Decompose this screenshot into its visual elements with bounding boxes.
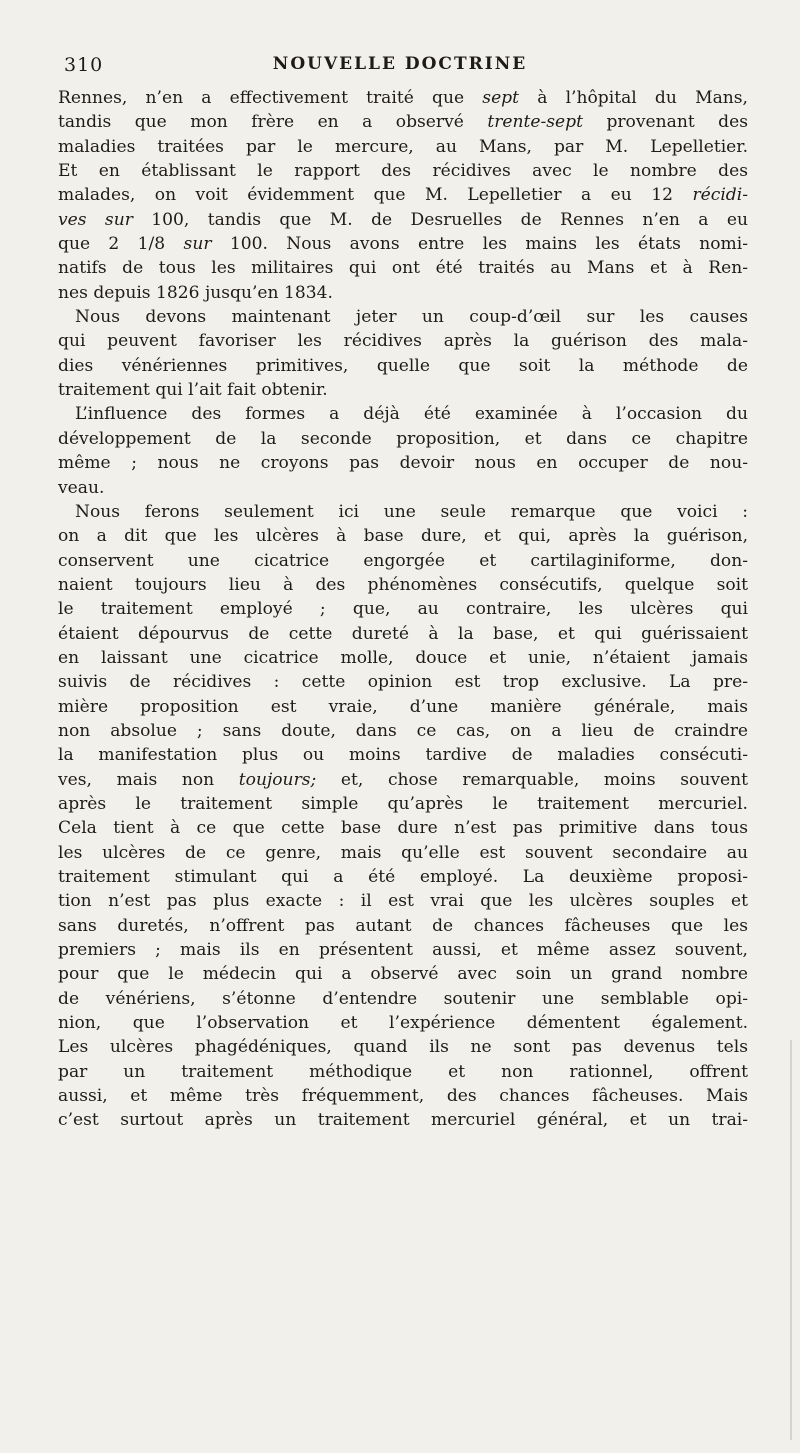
- page-number: 310: [64, 54, 104, 76]
- text-line: le traitement employé ; que, au contraire, les ulcères qui: [58, 599, 748, 620]
- text-line: malades, on voit évidemment que M. Lepelletier a eu 12 récidi-: [58, 185, 748, 206]
- text-line: la manifestation plus ou moins tardive de maladies consécuti-: [58, 745, 748, 766]
- text-line: Cela tient à ce que cette base dure n’est pas primitive dans tous: [58, 818, 748, 839]
- body-text: [58, 86, 748, 1133]
- text-line: non absolue ; sans doute, dans ce cas, on a lieu de craindre: [58, 720, 748, 741]
- text-line: tion n’est pas plus exacte : il est vrai que les ulcères souples et: [58, 891, 748, 912]
- text-line: maladies traitées par le mercure, au Mans, par M. Lepelletier.: [58, 136, 748, 157]
- text-line: de vénériens, s’étonne d’entendre soutenir une semblable opi-: [58, 988, 748, 1009]
- text-line: Et en établissant le rapport des récidives avec le nombre des: [58, 161, 748, 182]
- text-line: qui peuvent favoriser les récidives après la guérison des mala-: [58, 331, 748, 352]
- text-line: premiers ; mais ils en présentent aussi, et même assez souvent,: [58, 940, 748, 961]
- text-line: nion, que l’observation et l’expérience démentent également.: [58, 1013, 748, 1034]
- text-line: Nous ferons seulement ici une seule remarque que voici :: [75, 501, 748, 522]
- text-line: Rennes, n’en a effectivement traité que sept à l’hôpital du Mans,: [58, 88, 748, 108]
- text-line: mière proposition est vraie, d’une manière générale, mais: [58, 696, 748, 717]
- page-edge-shadow: [790, 1040, 792, 1440]
- text-line: naient toujours lieu à des phénomènes consécutifs, quelque soit: [58, 574, 748, 595]
- text-line: traitement stimulant qui a été employé. La deuxième proposi-: [58, 867, 748, 887]
- text-line: suivis de récidives : cette opinion est trop exclusive. La pre-: [58, 672, 748, 693]
- page-header: [64, 54, 736, 78]
- text-line: après le traitement simple qu’après le traitement mercuriel.: [58, 793, 748, 814]
- text-line: ves, mais non toujours; et, chose remarquable, moins souvent: [58, 769, 748, 790]
- text-line: on a dit que les ulcères à base dure, et qui, après la guérison,: [58, 526, 748, 547]
- text-line: conservent une cicatrice engorgée et cartilaginiforme, don-: [58, 550, 748, 571]
- text-line: que 2 1/8 sur 100. Nous avons entre les mains les états nomi-: [58, 234, 748, 255]
- text-line: traitement qui l’ait fait obtenir.: [58, 380, 328, 401]
- text-line: en laissant une cicatrice molle, douce et unie, n’étaient jamais: [58, 647, 748, 668]
- text-line: c’est surtout après un traitement mercuriel général, et un trai-: [58, 1110, 748, 1131]
- text-line: ves sur 100, tandis que M. de Desruelles de Rennes n’en a eu: [58, 209, 748, 230]
- text-line: pour que le médecin qui a observé avec soin un grand nombre: [58, 964, 748, 985]
- text-line: étaient dépourvus de cette dureté à la base, et qui guérissaient: [58, 623, 748, 644]
- text-line: natifs de tous les militaires qui ont été traités au Mans et à Ren-: [58, 258, 748, 279]
- running-head: NOUVELLE DOCTRINE: [272, 54, 528, 74]
- text-line: nes depuis 1826 jusqu’en 1834.: [58, 282, 333, 303]
- text-line: même ; nous ne croyons pas devoir nous en occuper de nou-: [58, 453, 748, 474]
- text-line: L’influence des formes a déjà été examinée à l’occasion du: [75, 404, 748, 425]
- text-line: développement de la seconde proposition, et dans ce chapitre: [58, 428, 748, 449]
- text-line: dies vénériennes primitives, quelle que soit la méthode de: [58, 355, 748, 376]
- text-line: sans duretés, n’offrent pas autant de chances fâcheuses que les: [58, 915, 748, 936]
- text-line: tandis que mon frère en a observé trente-sept provenant des: [58, 112, 748, 133]
- text-line: aussi, et même très fréquemment, des chances fâcheuses. Mais: [58, 1086, 748, 1107]
- text-line: Nous devons maintenant jeter un coup-d’œil sur les causes: [75, 307, 748, 328]
- text-line: Les ulcères phagédéniques, quand ils ne sont pas devenus tels: [58, 1037, 748, 1058]
- text-line: par un traitement méthodique et non rationnel, offrent: [58, 1061, 748, 1082]
- text-line: les ulcères de ce genre, mais qu’elle est souvent secondaire au: [58, 842, 748, 863]
- text-line: veau.: [58, 477, 105, 498]
